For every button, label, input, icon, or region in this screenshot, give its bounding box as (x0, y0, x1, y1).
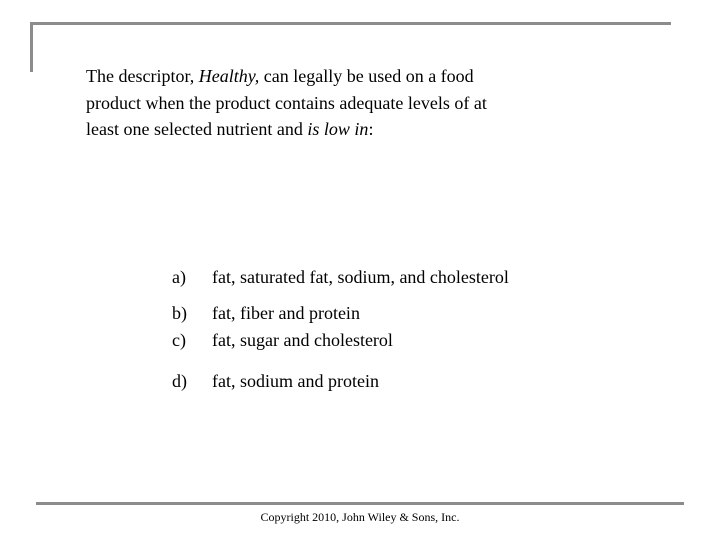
question-term-healthy: Healthy, (198, 66, 260, 86)
question-text (86, 63, 506, 143)
question-part-3: can legally be used on a food product when the product contains adequate levels of at least one selected nutrient and (86, 66, 487, 139)
option-b-letter: b) (172, 303, 187, 323)
copyright-text: Copyright 2010, John Wiley & Sons, Inc. (260, 510, 460, 524)
option-c-text: fat, sugar and cholesterol (212, 330, 393, 350)
frame-left-border (30, 22, 33, 72)
frame-bottom-border (36, 502, 684, 505)
option-b (172, 300, 360, 326)
option-a-text: fat, saturated fat, sodium, and cholesterol (212, 267, 509, 287)
option-d-letter: d) (172, 371, 187, 391)
option-d-text: fat, sodium and protein (212, 371, 379, 391)
copyright-footer (0, 510, 720, 525)
option-c-letter: c) (172, 330, 186, 350)
option-a-letter: a) (172, 267, 186, 287)
option-c (172, 327, 393, 353)
question-part-5: : (368, 119, 374, 139)
frame-top-border (30, 22, 671, 25)
option-b-text: fat, fiber and protein (212, 303, 360, 323)
question-term-is-low-in: is low in (307, 119, 369, 139)
option-d (172, 368, 379, 394)
option-a (172, 264, 509, 290)
question-part-1: The descriptor, (86, 66, 199, 86)
